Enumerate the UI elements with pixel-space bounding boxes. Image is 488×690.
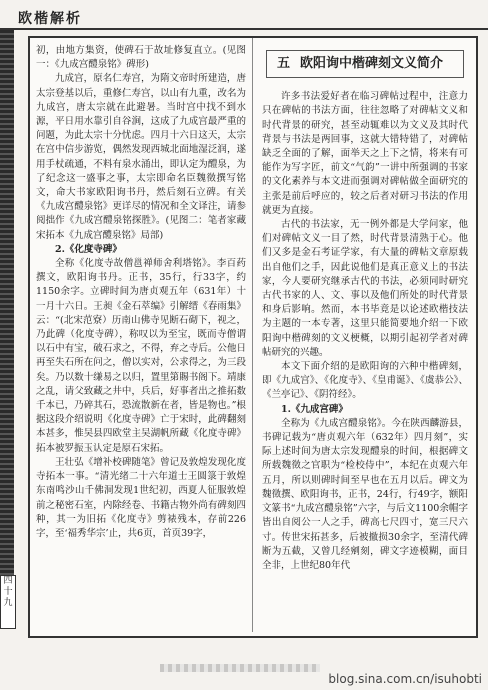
header-rule [0,28,488,30]
paragraph: 全称为《九成宫醴泉铭》。今在陕西麟游县，书碑记载为“唐贞观六年（632年）四月刻”，实际上述时间为唐太宗发现醴泉的时间，根据碑文所载魏徵之官职为“检校侍中”，本纪在贞观六年五月，所以则碑时间至早也在五月以后。碑文为魏徵撰、欧阳询书，正书，24行，行49字，额阳文篆书“九成宫醴泉铭”六字，与后文1100余帽字皆出自阅公一人之手，碑高七尺四寸，宽三尺六寸。传世宋拓甚多，后被撤损30余字，至清代碑断为五截，又曾几经剜刻，碑文字迹模糊，面目全非，上世纪80年代 [262,417,468,571]
page-number-tab: 四十九 [0,575,16,629]
watermark: blog.sina.com.cn/isuhobti [328,672,482,686]
section-title: 欧阳询中楷碑刻文义简介 [300,56,444,71]
right-column [262,44,468,628]
running-header: 欧楷解析 [18,11,82,27]
paragraph: 许多书法爱好者在临习碑帖过程中，注意力只在碑帖的书法方面，往往忽略了对碑帖文义和时代背景的研究，甚至动辄难以为文义及其时代背景与书法是两回事，这就大错特错了，对碑帖缺乏全面的了解，面举天之上下之情，将来有可能作为写字匠，前文“气韵”一讲中所强调的书家的文化素养与本文进而强调对碑帖做全面研究的主张是前后呼应的，较之后者对研习书法的作用就更为直接。 [262,91,468,216]
right-body [262,90,468,573]
footer-decoration [160,664,320,672]
subheading: 1.《九成宫碑》 [281,403,348,415]
section-number: 五 [276,56,290,71]
paragraph: 九成宫，原名仁寿宫，为隋文帝时所建造，唐太宗登基以后，重修仁寿宫，以山有九重，改名为九成宫，唐太宗就在此避暑。当时宫中找不到水源，平日用水靠引自谷涧，这成了九成宫最严重的问题，为此太宗十分忧虑。四月十六日这天，太宗在宫中信步游览，偶然发现西城北面地湿泛润，遂用手杖疏通，不料有泉水涌出，即认定为醴泉，为了纪念这一盛事之事，太宗即命名臣魏徵撰写铭文，命大书家欧阳询书丹，然后刻石立碑。有关《九成宫醴泉铭》更详尽的情况和全文译注，请参阅拙作《九成宫醴泉铭探胜》。(见图二：笔者家藏宋拓本《九成宫醴泉铭》局部) [36,73,246,241]
paragraph: 王壮弘《增补校碑随笔》曾记及敦煌发现化度寺拓本一事。“清光绪二十六年道士王圆箓于敦煌东南鸣沙山千佛洞发现1世纪初，西夏人征服敦煌前之秘密石室，内除经卷、书籍古物外尚有碑刻四种，其一为旧拓《化度寺》剪裱残本，存前226字，至‘福秀华宗’止，共6页，首页39字， [36,456,246,539]
paragraph: 全称《化度寺故僧邕禅师舍利塔铭》。李百药撰文，欧阳询书丹。正书，35行，行33字，约1150余字。立碑时间为唐贞观五年（631年）十一月十六日。王昶《金石萃编》引解缙《春雨集》云：“(北宋范寮）历南山佛寺见断石砌下，视之，乃此碑（化度寺碑），称叹以为至宝，既而寺僧谓以石中有宝，破石求之，不得，弃之寺后。公他日再至失石所在问之，僧以实对，公求得之，为三段矣。乃以数十缣易之以归，置里第賜书阁下。靖康之乱，请父致藏之井中，兵后，好事者出之推拓数千本已，乃碎其石，恐流散新在者，皆是物也。”根据这段介绍说明《化度寺碑》亡于宋时，此碑翻刻本甚多，惟吴县四欧堂主吴湖帆所藏《化度寺碑》拓本被罗振玉认定是原石宋拓。 [36,258,246,454]
column-divider [252,38,253,632]
decorative-side-bar [0,30,14,575]
subheading: 2.《化度寺碑》 [55,243,122,255]
paragraph: 本文下面介绍的是欧阳询的六种中楷碑刻，即《九成宫》、《化度寺》、《皇甫诞》、《虞恭公》、《兰亭记》、《阴符经》。 [262,361,468,401]
left-column [36,44,246,628]
paragraph: 初，由地方集资，使碑石于故址修复直立。(见图一：《九成宫醴泉铭》碑形) [36,45,246,71]
section-heading [266,50,464,78]
paragraph: 古代的书法家，无一例外都是大学问家，他们对碑帖文义一目了然，时代背景清熟于心。他们又多是金石考证学家，有大量的碑帖文章原载出自他们之手，因此说他们是真正意义上的书法家，今人要研究继承古代的书法，必须同时研究古代书家的人、文、事以及他们所处的时代背景和身后影响。然而，本书毕竟是以论述欧楷技法为主题的一本专著，这里只能简要地介绍一下欧阳询中楷碑刻的文义梗概，以期引起初学者对碑帖研究的兴趣。 [262,219,468,358]
